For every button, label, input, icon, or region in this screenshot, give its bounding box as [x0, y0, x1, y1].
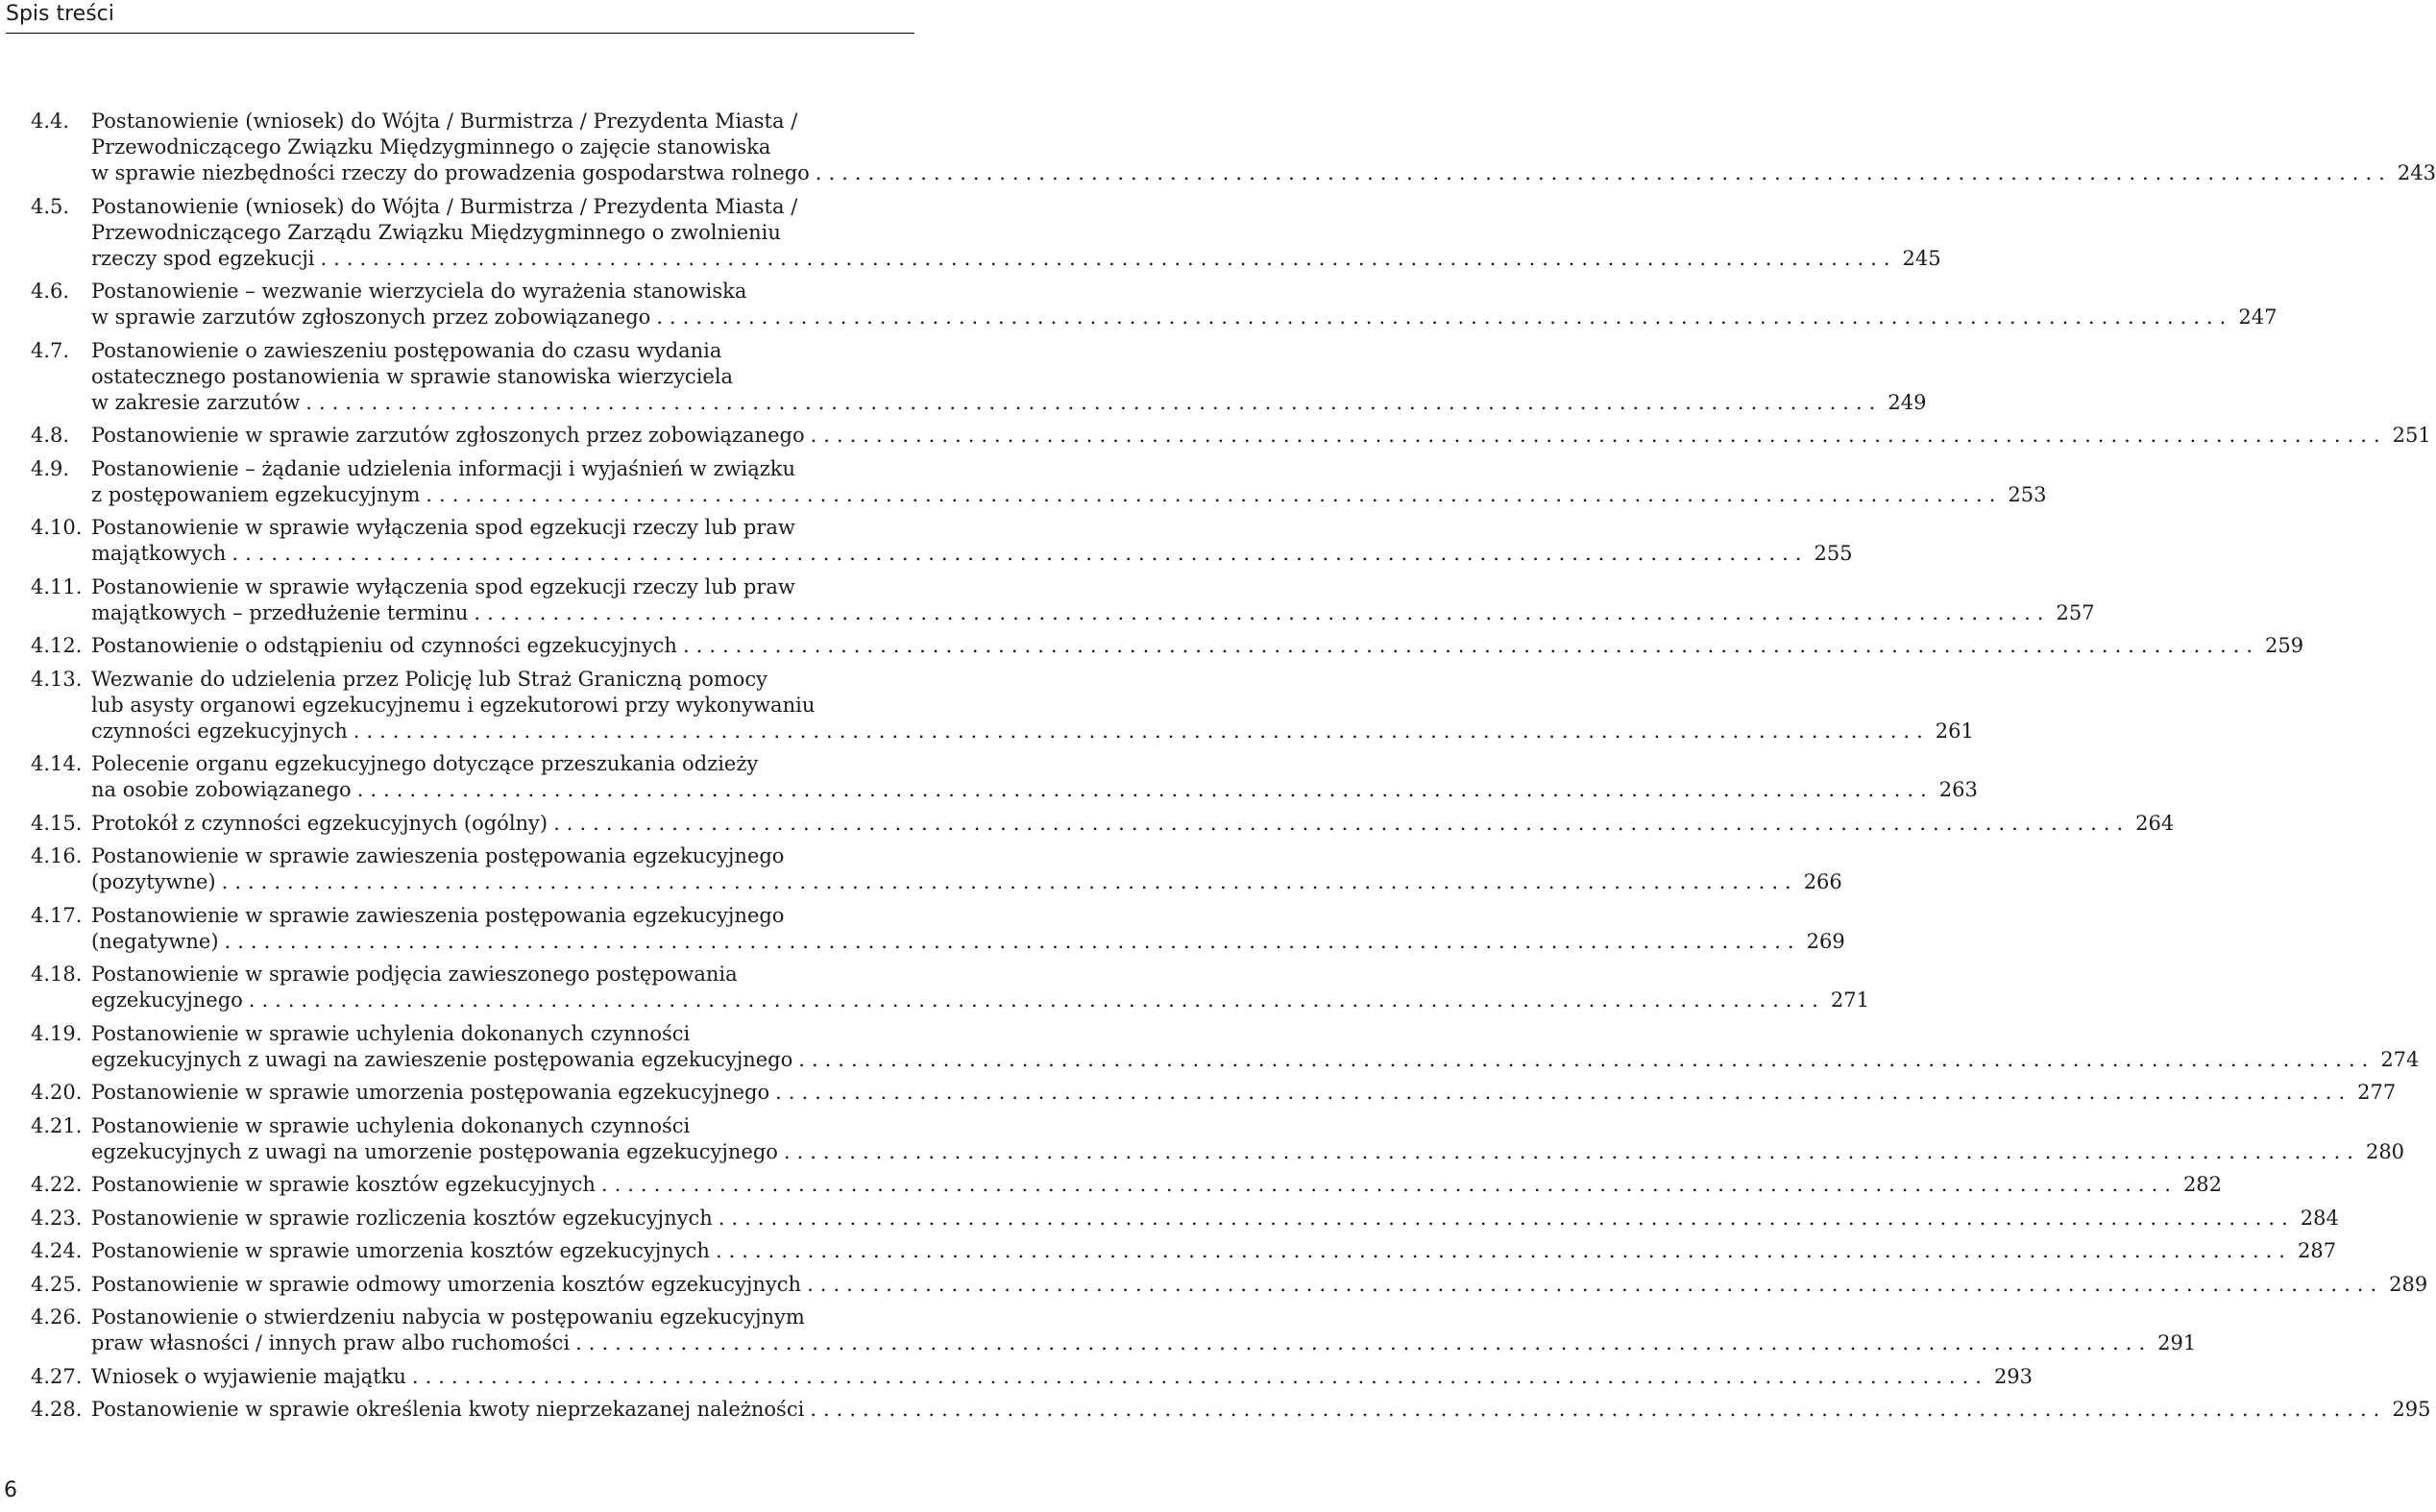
dot-leader: ........................................................................................................................	[798, 1047, 2375, 1071]
toc-entry-last-line	[91, 988, 1869, 1013]
toc-entry-title-line: Postanowienie w sprawie kosztów egzekucyjnych	[91, 1173, 596, 1196]
toc-entry-title-line: czynności egzekucyjnych	[91, 719, 348, 743]
toc-entry	[31, 1397, 2431, 1423]
toc-entry-title-line: Wniosek o wyjawienie majątku	[91, 1364, 406, 1388]
dot-leader: ........................................................................................................................	[810, 1398, 2387, 1421]
toc-entry-body	[91, 1206, 2339, 1232]
toc-entry	[31, 279, 2278, 330]
toc-entry-body	[91, 811, 2175, 837]
dot-leader: ........................................................................................................................	[807, 1272, 2384, 1296]
toc-entry-body	[91, 1272, 2428, 1298]
toc-entry-last-line	[91, 1238, 2337, 1264]
toc-entry-title-line: Postanowienie w sprawie odmowy umorzenia kosztów egzekucyjnych	[91, 1272, 802, 1296]
toc-entry-last-line	[91, 482, 2047, 508]
toc-entry-title-line: Postanowienie w sprawie uchylenia dokonanych czynności	[91, 1021, 691, 1045]
toc-entry-last-line	[91, 869, 1842, 895]
toc-entry	[31, 843, 1842, 895]
toc-entry-page: 259	[2265, 634, 2304, 657]
toc-entry-body	[91, 279, 2278, 330]
toc-entry-page: 293	[1993, 1364, 2034, 1388]
toc-entry-title-line: Postanowienie w sprawie umorzenia kosztów egzekucyjnych	[91, 1239, 710, 1262]
dot-leader: ........................................................................................................................	[474, 600, 2051, 624]
toc-entry-body	[91, 1113, 2405, 1165]
toc-entry-last-line	[91, 1080, 2397, 1106]
toc-entry-page: 263	[1938, 778, 1978, 801]
toc-entry-body	[91, 1397, 2431, 1423]
toc-entry-number: 4.13.	[31, 667, 83, 691]
running-header	[6, 0, 914, 34]
toc-entry-number: 4.22.	[31, 1173, 83, 1196]
toc-entry	[31, 338, 1927, 416]
toc-entry-number: 4.9.	[31, 456, 70, 480]
toc-entry-body	[91, 843, 1842, 895]
toc-entry-body	[91, 633, 2304, 659]
dot-leader: ........................................................................................................................	[715, 1239, 2292, 1262]
toc-entry	[31, 1080, 2397, 1106]
toc-entry	[31, 515, 1853, 567]
toc-entry-title-line: Postanowienie w sprawie rozliczenia kosztów egzekucyjnych	[91, 1206, 713, 1230]
toc-entry	[31, 109, 2436, 186]
toc-entry-last-line	[91, 305, 2278, 330]
toc-entry-page: 245	[1902, 246, 1941, 270]
toc-entry-title-line: lub asysty organowi egzekucyjnemu i egzekutorowi przy wykonywaniu	[91, 693, 816, 717]
toc-entry-number: 4.8.	[31, 424, 70, 447]
dot-leader: ........................................................................................................................	[426, 482, 2003, 506]
toc-entry-page: 271	[1830, 988, 1869, 1012]
toc-entry-title-line: egzekucyjnych z uwagi na zawieszenie postępowania egzekucyjnego	[91, 1047, 793, 1071]
toc-entry-last-line	[91, 811, 2175, 837]
toc-entry	[31, 1021, 2420, 1073]
toc-entry-number: 4.28.	[31, 1398, 83, 1421]
toc-entry-page: 277	[2357, 1081, 2397, 1104]
toc-entry-number: 4.27.	[31, 1364, 83, 1388]
toc-entry-last-line	[91, 1047, 2420, 1073]
toc-entry-number: 4.7.	[31, 338, 70, 362]
dot-leader: ........................................................................................................................	[353, 719, 1930, 743]
toc-entry-page: 264	[2135, 811, 2175, 835]
dot-leader: ........................................................................................................................	[221, 870, 1798, 893]
toc-entry-title-line: majątkowych	[91, 542, 227, 565]
toc-entry-title-line: Postanowienie w sprawie podjęcia zawieszonego postępowania	[91, 963, 738, 986]
toc-entry-last-line	[91, 1272, 2428, 1298]
dot-leader: ........................................................................................................................	[356, 778, 1934, 801]
toc-entry-last-line	[91, 1206, 2339, 1232]
toc-entry-title-line: Postanowienie (wniosek) do Wójta / Burmistrza / Prezydenta Miasta /	[91, 110, 798, 133]
toc-entry-title-line: praw własności / innych praw albo ruchomości	[91, 1331, 571, 1354]
toc-entry	[31, 1206, 2339, 1232]
toc-entry-body	[91, 109, 2436, 186]
toc-entry-number: 4.11.	[31, 574, 83, 598]
toc-entry-title-line: Postanowienie w sprawie określenia kwoty nieprzekazanej należności	[91, 1398, 805, 1421]
toc-entry-title-line: (pozytywne)	[91, 870, 216, 893]
toc-entry-page: 282	[2182, 1173, 2223, 1196]
toc-entry-number: 4.20.	[31, 1081, 83, 1104]
toc-entry-number: 4.23.	[31, 1206, 83, 1230]
toc-entry-page: 295	[2392, 1398, 2431, 1421]
toc-entry-title-line: Postanowienie w sprawie wyłączenia spod egzekucji rzeczy lub praw	[91, 574, 795, 598]
toc-entry-page: 284	[2300, 1206, 2339, 1230]
toc-entry	[31, 1172, 2223, 1198]
toc-entry-number: 4.16.	[31, 844, 83, 867]
toc-entry-title-line: rzeczy spod egzekucji	[91, 246, 315, 270]
toc-entry-title-line: Przewodniczącego Zarządu Związku Międzygminnego o zwolnieniu	[91, 220, 781, 244]
toc-entry-title-line: Postanowienie w sprawie zawieszenia postępowania egzekucyjnego	[91, 903, 785, 927]
toc-entry-title-line: Postanowienie o zawieszeniu postępowania do czasu wydania	[91, 338, 722, 362]
dot-leader: ........................................................................................................................	[320, 246, 1897, 270]
toc-entry-last-line	[91, 1139, 2405, 1165]
toc-entry-last-line	[91, 600, 2095, 626]
toc-entry-body	[91, 962, 1869, 1013]
toc-entry-page: 247	[2238, 305, 2278, 329]
toc-entry-last-line	[91, 541, 1853, 567]
toc-entry-title-line: Postanowienie – wezwanie wierzyciela do wyrażenia stanowiska	[91, 280, 747, 303]
toc-entry-title-line: Protokół z czynności egzekucyjnych (ogólny)	[91, 811, 548, 835]
toc-entry	[31, 1305, 2197, 1356]
toc-entry-title-line: Postanowienie o stwierdzeniu nabycia w postępowaniu egzekucyjnym	[91, 1305, 805, 1329]
dot-leader: ........................................................................................................................	[224, 929, 1801, 953]
toc-entry-last-line	[91, 719, 1974, 744]
toc-entry-title-line: Wezwanie do udzielenia przez Policję lub Straż Graniczną pomocy	[91, 667, 768, 691]
dot-leader: ........................................................................................................................	[810, 424, 2387, 447]
toc-entry-body	[91, 574, 2095, 626]
toc-entry	[31, 574, 2095, 626]
toc-entry-body	[91, 751, 1978, 803]
toc-entry-body	[91, 1080, 2397, 1106]
toc-entry-title-line: Postanowienie – żądanie udzielenia informacji i wyjaśnień w związku	[91, 456, 796, 480]
toc-entry	[31, 751, 1978, 803]
dot-leader: ........................................................................................................................	[305, 390, 1883, 414]
dot-leader: ........................................................................................................................	[575, 1331, 2153, 1354]
toc-entry-body	[91, 194, 1941, 272]
page-number: 6	[4, 1478, 17, 1502]
toc-entry	[31, 423, 2431, 449]
toc-entry-page: 261	[1935, 719, 1974, 743]
toc-entry-title-line: egzekucyjnych z uwagi na umorzenie postępowania egzekucyjnego	[91, 1139, 778, 1163]
toc-entry-number: 4.26.	[31, 1305, 83, 1329]
toc-entry-title-line: w sprawie niezbędności rzeczy do prowadzenia gospodarstwa rolnego	[91, 161, 810, 184]
toc-entry	[31, 1238, 2337, 1264]
toc-entry	[31, 811, 2175, 837]
dot-leader: ........................................................................................................................	[600, 1173, 2178, 1196]
dot-leader: ........................................................................................................................	[248, 988, 1825, 1012]
toc-entry-page: 287	[2297, 1239, 2337, 1262]
toc-entry-number: 4.15.	[31, 811, 83, 835]
toc-entry-page: 280	[2365, 1139, 2405, 1163]
toc-entry-title-line: Polecenie organu egzekucyjnego dotyczące przeszukania odzieży	[91, 752, 759, 775]
toc-entry-title-line: (negatywne)	[91, 929, 219, 953]
toc-entry-last-line	[91, 246, 1941, 272]
toc-entry-number: 4.4.	[31, 110, 70, 133]
toc-entry-page: 253	[2008, 482, 2047, 506]
toc-entry-page: 243	[2397, 161, 2436, 184]
dot-leader: ........................................................................................................................	[682, 634, 2260, 657]
toc-entry-title-line: z postępowaniem egzekucyjnym	[91, 482, 421, 506]
toc-entry-last-line	[91, 1397, 2431, 1423]
toc-entry	[31, 456, 2047, 508]
dot-leader: ........................................................................................................................	[231, 542, 1809, 565]
toc-entry-page: 274	[2380, 1047, 2420, 1071]
toc-entry-title-line: ostatecznego postanowienia w sprawie stanowiska wierzyciela	[91, 364, 734, 388]
toc-entry-number: 4.12.	[31, 634, 83, 657]
toc-entry	[31, 1364, 2034, 1390]
toc-entry-body	[91, 423, 2431, 449]
toc-entry-body	[91, 456, 2047, 508]
toc-entry-page: 266	[1803, 870, 1842, 893]
toc-entry	[31, 667, 1974, 744]
toc-entry-number: 4.19.	[31, 1021, 83, 1045]
toc-entry-body	[91, 1238, 2337, 1264]
toc-entry-page: 291	[2157, 1331, 2197, 1354]
toc-entry-number: 4.17.	[31, 903, 83, 927]
toc-entry	[31, 633, 2304, 659]
toc-entry-body	[91, 903, 1845, 955]
toc-entry-last-line	[91, 929, 1845, 955]
dot-leader: ........................................................................................................................	[783, 1139, 2360, 1163]
toc-entry-number: 4.18.	[31, 963, 83, 986]
toc-entry-last-line	[91, 633, 2304, 659]
table-of-contents	[31, 109, 2436, 1430]
toc-entry-page: 269	[1806, 929, 1845, 953]
toc-entry-title-line: na osobie zobowiązanego	[91, 778, 352, 801]
dot-leader: ........................................................................................................................	[815, 161, 2392, 184]
toc-entry-number: 4.24.	[31, 1239, 83, 1262]
toc-entry-last-line	[91, 1330, 2197, 1356]
toc-entry-last-line	[91, 777, 1978, 803]
toc-entry-title-line: Postanowienie (wniosek) do Wójta / Burmistrza / Prezydenta Miasta /	[91, 194, 798, 218]
toc-entry-number: 4.14.	[31, 752, 83, 775]
dot-leader: ........................................................................................................................	[718, 1206, 2295, 1230]
toc-entry-title-line: Postanowienie w sprawie wyłączenia spod egzekucji rzeczy lub praw	[91, 516, 795, 539]
dot-leader: ........................................................................................................................	[775, 1081, 2352, 1104]
toc-entry-last-line	[91, 423, 2431, 449]
toc-entry-title-line: majątkowych – przedłużenie terminu	[91, 600, 469, 624]
toc-entry-body	[91, 667, 1974, 744]
toc-entry-page: 255	[1814, 542, 1853, 565]
toc-entry-number: 4.25.	[31, 1272, 83, 1296]
header-title: Spis treści	[6, 2, 114, 26]
toc-entry-body	[91, 338, 1927, 416]
toc-entry-title-line: w zakresie zarzutów	[91, 390, 301, 414]
toc-entry-title-line: w sprawie zarzutów zgłoszonych przez zobowiązanego	[91, 305, 651, 329]
toc-entry-title-line: Postanowienie w sprawie uchylenia dokonanych czynności	[91, 1113, 691, 1137]
toc-entry-page: 289	[2389, 1272, 2428, 1296]
toc-entry-page: 249	[1888, 390, 1927, 414]
toc-entry-last-line	[91, 1364, 2034, 1390]
toc-entry-last-line	[91, 390, 1927, 416]
toc-entry-body	[91, 1172, 2223, 1198]
toc-entry-last-line	[91, 1172, 2223, 1198]
toc-entry	[31, 962, 1869, 1013]
toc-entry-title-line: Przewodniczącego Związku Międzygminnego o zajęcie stanowiska	[91, 135, 771, 159]
toc-entry-number: 4.21.	[31, 1113, 83, 1137]
toc-entry-number: 4.6.	[31, 280, 70, 303]
toc-entry-page: 257	[2056, 600, 2095, 624]
toc-entry-page: 251	[2392, 424, 2431, 447]
toc-entry-number: 4.5.	[31, 194, 70, 218]
toc-entry	[31, 903, 1845, 955]
toc-entry-title-line: Postanowienie o odstąpieniu od czynności egzekucyjnych	[91, 634, 677, 657]
toc-entry-title-line: egzekucyjnego	[91, 988, 243, 1012]
dot-leader: ........................................................................................................................	[656, 305, 2233, 329]
toc-entry-number: 4.10.	[31, 516, 83, 539]
toc-entry-title-line: Postanowienie w sprawie zawieszenia postępowania egzekucyjnego	[91, 844, 785, 867]
toc-entry-body	[91, 515, 1853, 567]
toc-entry	[31, 1272, 2428, 1298]
toc-entry-last-line	[91, 160, 2436, 186]
toc-entry-title-line: Postanowienie w sprawie zarzutów zgłoszonych przez zobowiązanego	[91, 424, 805, 447]
toc-entry-body	[91, 1021, 2420, 1073]
toc-entry-body	[91, 1305, 2197, 1356]
toc-entry-title-line: Postanowienie w sprawie umorzenia postępowania egzekucyjnego	[91, 1081, 770, 1104]
dot-leader: ........................................................................................................................	[411, 1364, 1988, 1388]
dot-leader: ........................................................................................................................	[553, 811, 2131, 835]
toc-entry	[31, 1113, 2405, 1165]
toc-entry	[31, 194, 1941, 272]
toc-entry-body	[91, 1364, 2034, 1390]
